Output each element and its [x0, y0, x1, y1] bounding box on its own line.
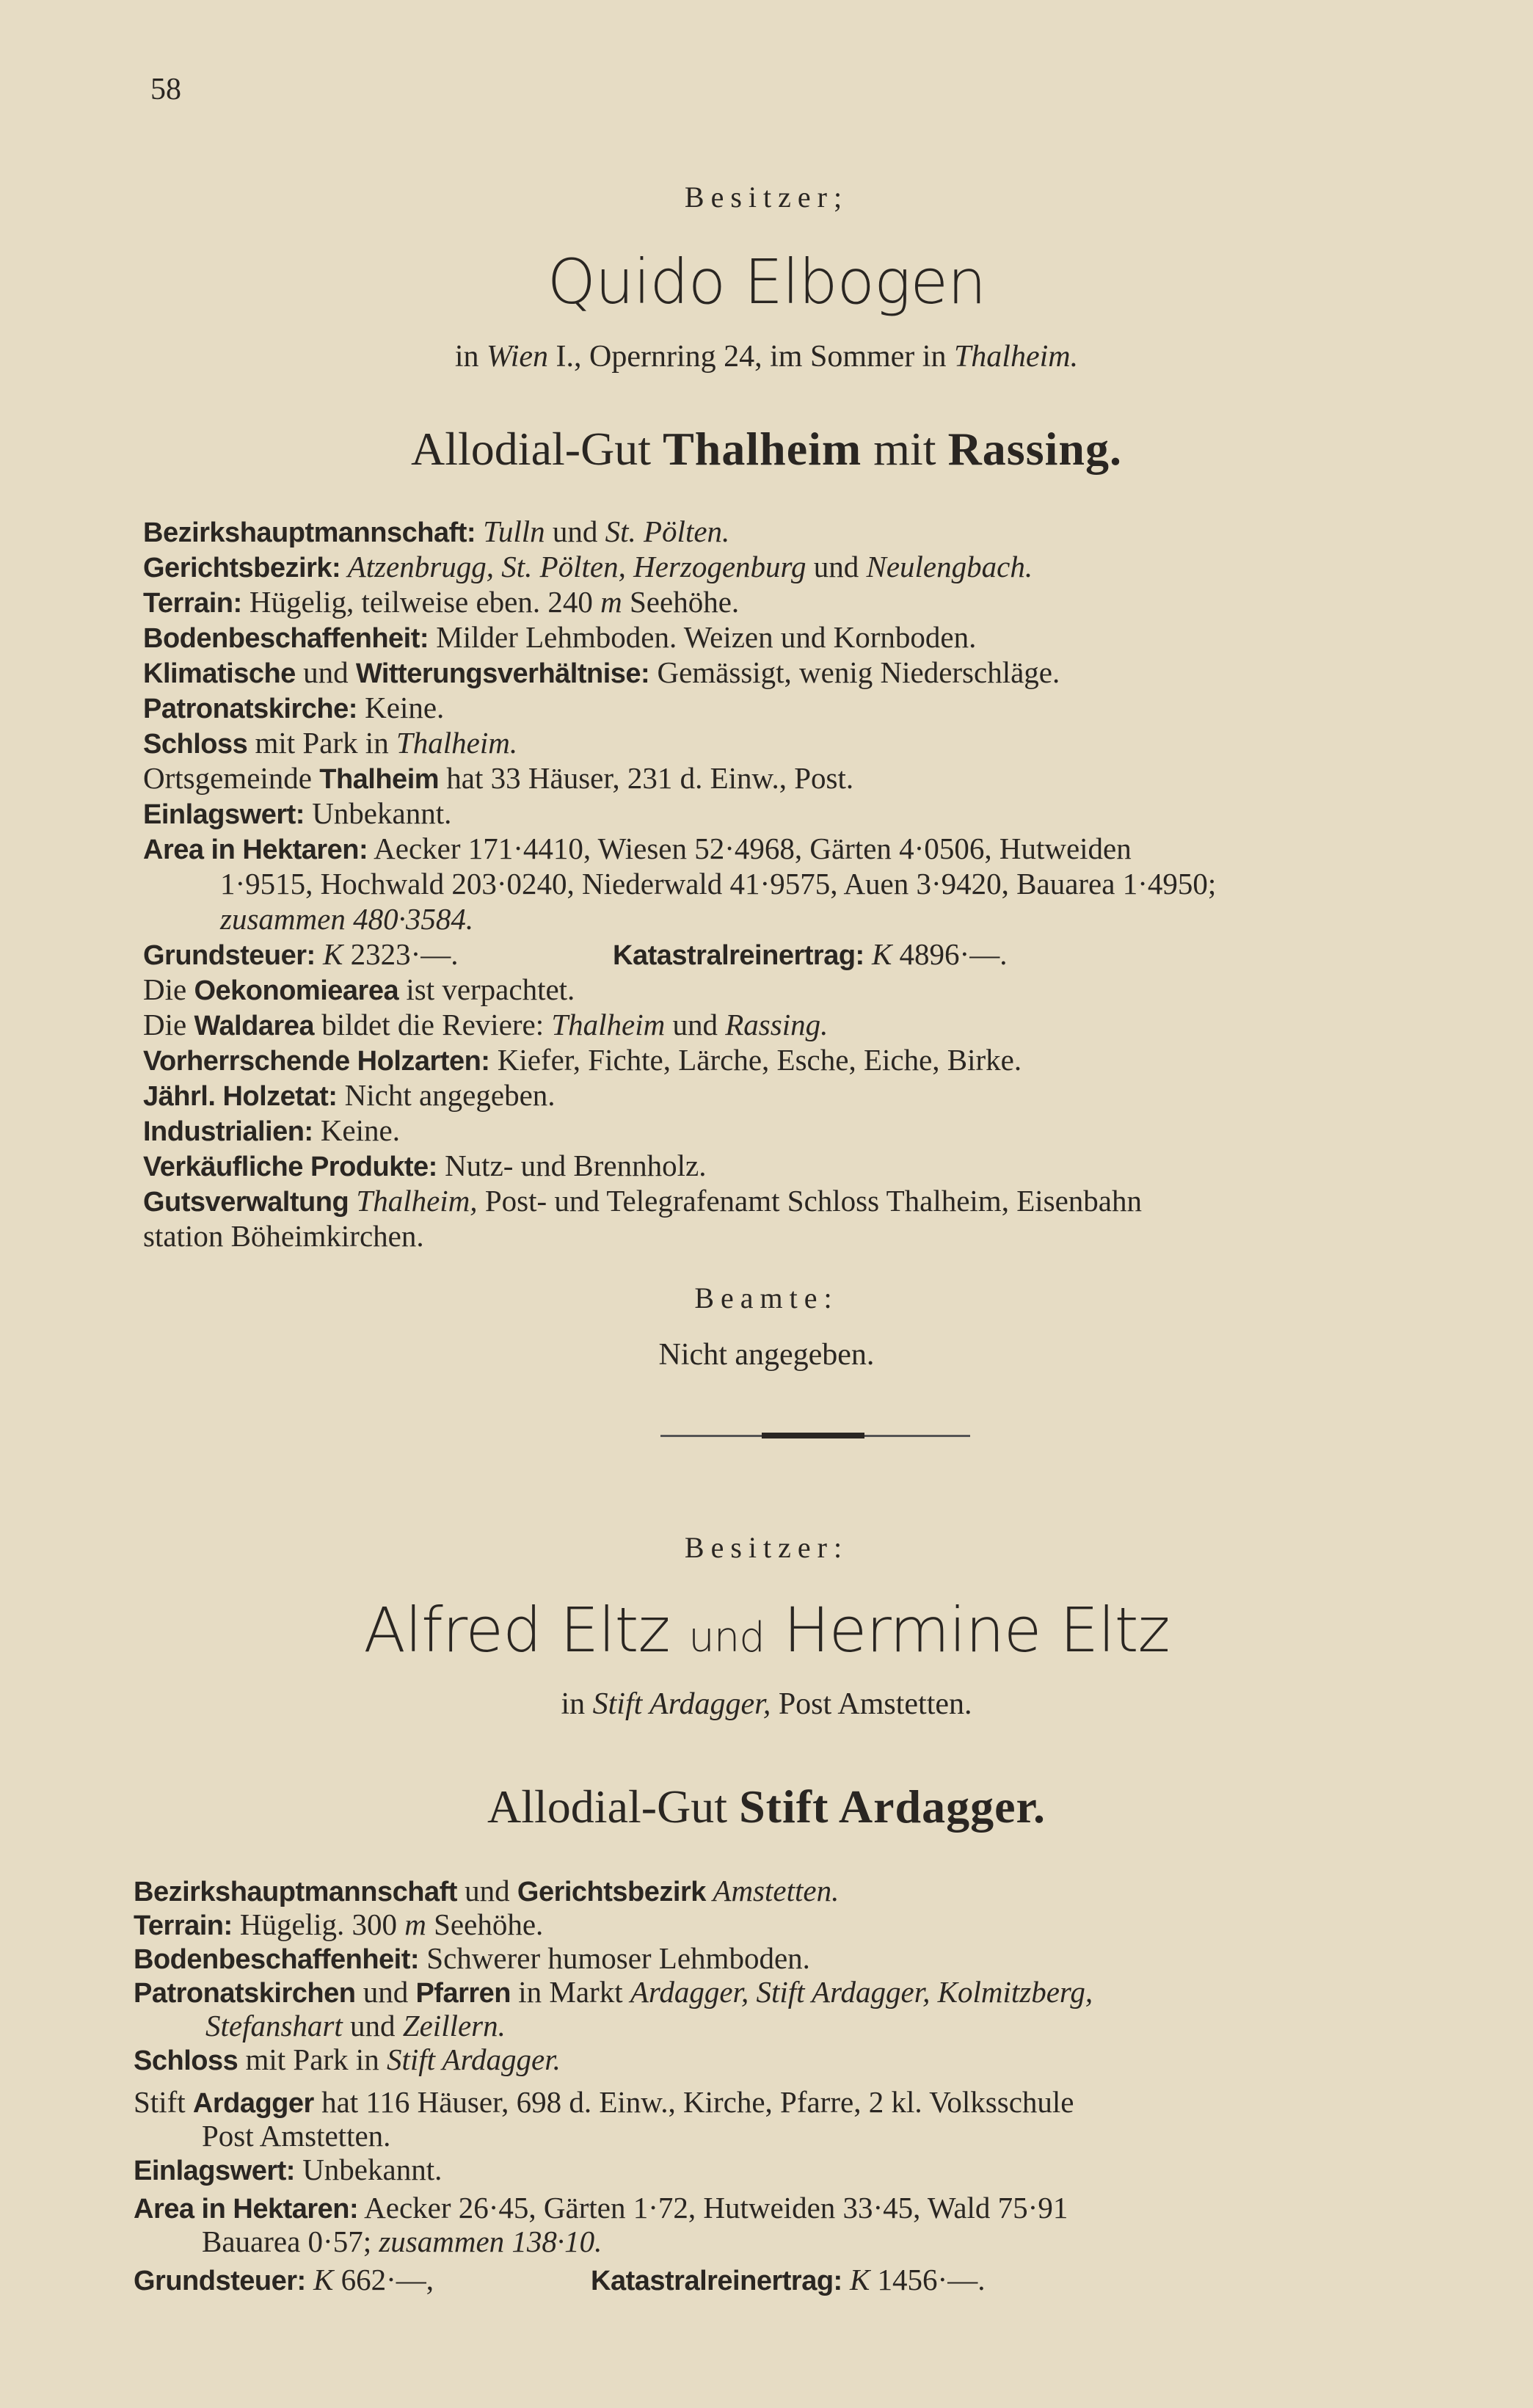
court-district-line: Gerichtsbezirk: Atzenbrugg, St. Pölten, Herzogenburg und Neulengbach.	[143, 550, 1033, 583]
area-line-2-continued: Bauarea 0·57; zusammen 138·10.	[202, 2225, 602, 2258]
district-authority-line: Bezirkshauptmannschaft: Tulln und St. Pölten.	[143, 514, 730, 548]
owner-name-2: Alfred Eltz und Hermine Eltz	[363, 1594, 1170, 1666]
castle-line-2: Schloss mit Park in Stift Ardagger.	[134, 2043, 561, 2076]
area-line: Area in Hektaren: Aecker 171·4410, Wiesen 52·4968, Gärten 4·0506, Hutweiden	[143, 832, 1132, 865]
terrain-line-2: Terrain: Hügelig. 300 m Seehöhe.	[134, 1907, 544, 1941]
area-line-2: Area in Hektaren: Aecker 26·45, Gärten 1·72, Hutweiden 33·45, Wald 75·91	[134, 2191, 1068, 2225]
area-line-continued: 1·9515, Hochwald 203·0240, Niederwald 41·9575, Auen 3·9420, Bauarea 1·4950;	[220, 867, 1217, 901]
terrain-line: Terrain: Hügelig, teilweise eben. 240 m Seehöhe.	[143, 585, 740, 619]
owner-address-2: in Stift Ardagger, Post Amstetten.	[561, 1687, 972, 1721]
page-number: 58	[150, 73, 181, 106]
section-divider-center	[762, 1433, 864, 1438]
deposit-value-line-2: Einlagswert: Unbekannt.	[134, 2153, 443, 2186]
estate-title: Allodial-Gut Thalheim mit Rassing.	[411, 423, 1122, 475]
area-total-line: zusammen 480·3584.	[220, 902, 474, 936]
district-authority-line-2: Bezirkshauptmannschaft und Gerichtsbezirk Amstetten.	[134, 1874, 840, 1907]
tree-species-line: Vorherrschende Holzarten: Kiefer, Fichte, Lärche, Esche, Eiche, Birke.	[143, 1043, 1022, 1077]
estate-management-line: Gutsverwaltung Thalheim, Post- und Telegrafenamt Schloss Thalheim, Eisenbahn	[143, 1184, 1142, 1218]
economic-area-line: Die Oekonomiearea ist verpachtet.	[143, 972, 575, 1006]
municipality-continued: Post Amstetten.	[202, 2119, 391, 2153]
patron-churches-line: Patronatskirchen und Pfarren in Markt Ardagger, Stift Ardagger, Kolmitzberg,	[134, 1975, 1093, 2009]
patron-church-line: Patronatskirche: Keine.	[143, 691, 445, 724]
cadastral-yield-line: Katastralreinertrag: K 4896·—.	[613, 937, 1008, 971]
deposit-value-line: Einlagswert: Unbekannt.	[143, 796, 452, 830]
municipality-line-2: Stift Ardagger hat 116 Häuser, 698 d. Einw., Kirche, Pfarre, 2 kl. Volksschule	[134, 2085, 1074, 2119]
industry-line: Industrialien: Keine.	[143, 1113, 400, 1147]
products-line: Verkäufliche Produkte: Nutz- und Brennholz.	[143, 1149, 707, 1182]
land-tax-line: Grundsteuer: K 2323·—.	[143, 937, 459, 971]
owner-address: in Wien I., Opernring 24, im Sommer in Thalheim.	[454, 340, 1079, 374]
soil-line-2: Bodenbeschaffenheit: Schwerer humoser Lehmboden.	[134, 1941, 810, 1975]
forest-area-line: Die Waldarea bildet die Reviere: Thalheim und Rassing.	[143, 1008, 829, 1041]
cadastral-yield-line-2: Katastralreinertrag: K 1456·—.	[591, 2263, 986, 2296]
owner-label: Besitzer;	[684, 181, 849, 214]
climate-line: Klimatische und Witterungsverhältnise: Gemässigt, wenig Niederschläge.	[143, 655, 1060, 689]
officials-label: Beamte:	[694, 1281, 839, 1314]
patron-churches-continued: Stefanshart und Zeillern.	[205, 2009, 506, 2043]
soil-line: Bodenbeschaffenheit: Milder Lehmboden. Weizen und Kornboden.	[143, 620, 977, 654]
estate-management-continued: station Böheimkirchen.	[143, 1219, 424, 1253]
owner-label-2: Besitzer:	[684, 1531, 849, 1564]
owner-name: Quido Elbogen	[547, 246, 986, 318]
estate-title-2: Allodial-Gut Stift Ardagger.	[487, 1780, 1046, 1833]
officials-value: Nicht angegeben.	[658, 1338, 875, 1372]
municipality-line: Ortsgemeinde Thalheim hat 33 Häuser, 231 d. Einw., Post.	[143, 761, 854, 795]
land-tax-line-2: Grundsteuer: K 662·—,	[134, 2263, 434, 2296]
timber-yield-line: Jährl. Holzetat: Nicht angegeben.	[143, 1078, 556, 1112]
castle-line: Schloss mit Park in Thalheim.	[143, 726, 518, 760]
